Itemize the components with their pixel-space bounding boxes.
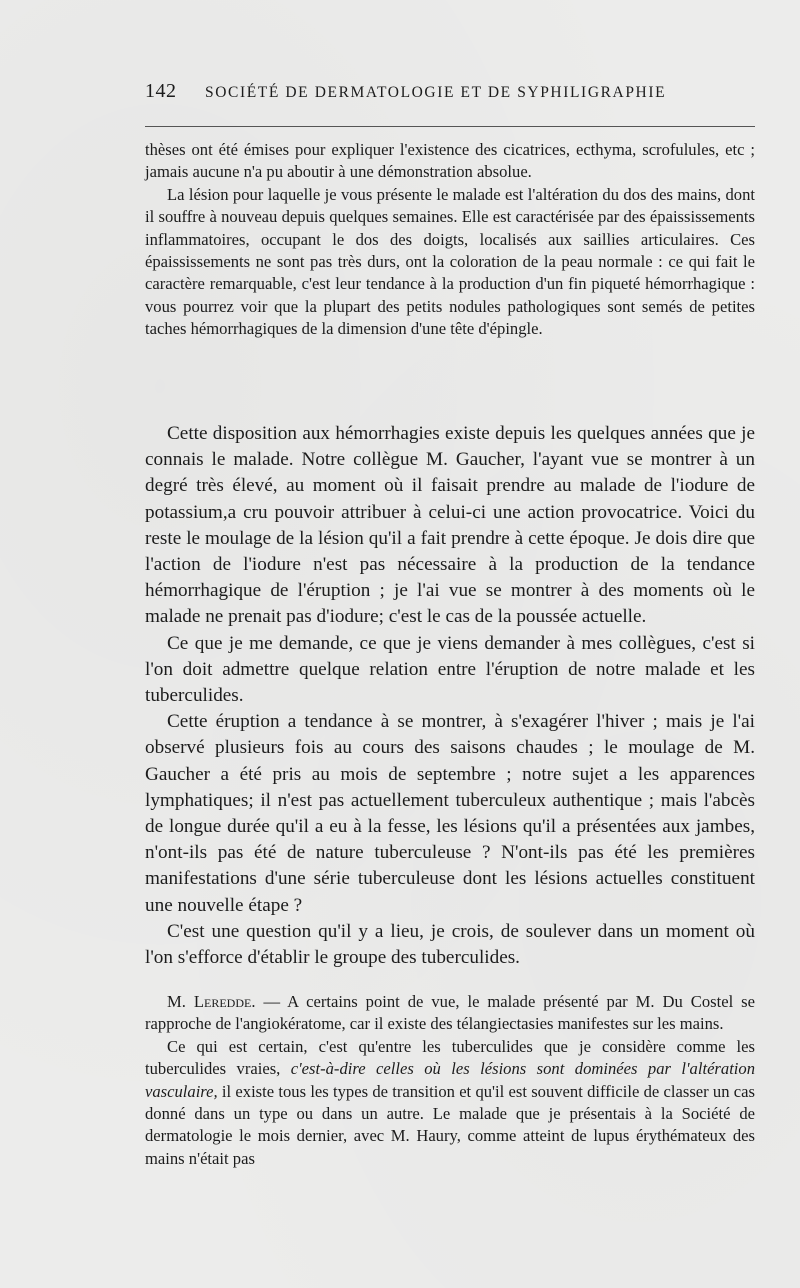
paragraph: thèses ont été émises pour expliquer l'existence des cicatrices, ecthyma, scrofulules, etc ; jamais aucune n'a pu aboutir à une démonstration absolue. bbox=[145, 140, 755, 182]
paragraph bbox=[145, 991, 755, 1036]
paragraph-text: Ce qui est certain, c'est qu'entre les tuberculides que je considère comme les tuberculides vraies, bbox=[145, 1036, 755, 1079]
section-large-text bbox=[145, 421, 755, 971]
page-header bbox=[145, 80, 755, 110]
section-small-text-2 bbox=[145, 991, 755, 1170]
paragraph: La lésion pour laquelle je vous présente le malade est l'altération du dos des mains, dont il souffre à nouveau depuis quelques semaines. Elle est caractérisée par des épaississements inflammatoires, occupant le dos des doigts, localisés aux saillies articulaires. Ces épaississements ne sont pas très durs, ont la coloration de la peau normale : ce qui fait le caractère remarquable, c'est leur tendance à la production d'un fin piqueté hémorrhagique : vous pourrez voir que la plupart des petits nodules pathologiques sont semés de petites taches hémorrhagiques de la dimension d'une tête d'épingle. bbox=[145, 184, 755, 339]
paragraph: Cette disposition aux hémorrhagies existe depuis les quelques années que je connais le malade. Notre collègue M. Gaucher, l'ayant vue se montrer à un degré très élevé, au moment où il faisait prendre au malade de l'iodure de potassium,a cru pouvoir attribuer à celui-ci une action provocatrice. Voici du reste le moulage de la lésion qu'il a fait prendre à cette époque. Je dois dire que l'action de l'iodure n'est pas nécessaire à la production de la tendance hémorrhagique de l'éruption ; je l'ai vue se montrer à des moments où le malade ne prenait pas d'iodure; c'est le cas de la poussée actuelle. bbox=[145, 423, 755, 628]
paragraph-text: — A certains point de vue, le malade présenté par M. Du Costel se rapproche de l'angiokératome, car il existe des télangiectasies manifestes sur les mains. bbox=[145, 992, 755, 1034]
page-number: 142 bbox=[145, 80, 177, 102]
italic-text: c'est-à-dire celles où les lésions sont dominées par l'altération vasculaire, bbox=[145, 1059, 756, 1101]
running-head: SOCIÉTÉ DE DERMATOLOGIE ET DE SYPHILIGRAPHIE bbox=[205, 84, 667, 101]
header-rule bbox=[145, 126, 755, 127]
paragraph: Cette éruption a tendance à se montrer, à s'exagérer l'hiver ; mais je l'ai observé plusieurs fois au cours des saisons chaudes ; le moulage de M. Gaucher a été pris au mois de septembre ; notre sujet a les apparences lymphatiques; il n'est pas actuellement tuberculeux authentique ; mais l'abcès de longue durée qu'il a eu à la fesse, les lésions qu'il a présentées aux jambes, n'ont-ils pas été de nature tuberculeuse ? N'ont-ils pas été les premières manifestations d'une série tuberculeuse dont les lésions actuelles constituent une nouvelle étape ? bbox=[145, 711, 755, 916]
section-small-text-1 bbox=[145, 139, 755, 341]
paragraph bbox=[145, 1036, 755, 1170]
paragraph: Ce que je me demande, ce que je viens demander à mes collègues, c'est si l'on doit admettre quelque relation entre l'éruption de notre malade et les tuberculides. bbox=[145, 632, 755, 707]
paragraph: C'est une question qu'il y a lieu, je crois, de soulever dans un moment où l'on s'efforce d'établir le groupe des tuberculides. bbox=[145, 920, 755, 969]
speaker-name: M. Leredde. bbox=[167, 992, 256, 1011]
paragraph-text: il existe tous les types de transition et qu'il est souvent difficile de classer un cas donné dans un type ou dans un autre. Le malade que je présentais à la Société de dermatologie le mois dernier, avec M. Haury, comme atteint de lupus érythémateux des mains n'était pas bbox=[145, 1081, 755, 1168]
